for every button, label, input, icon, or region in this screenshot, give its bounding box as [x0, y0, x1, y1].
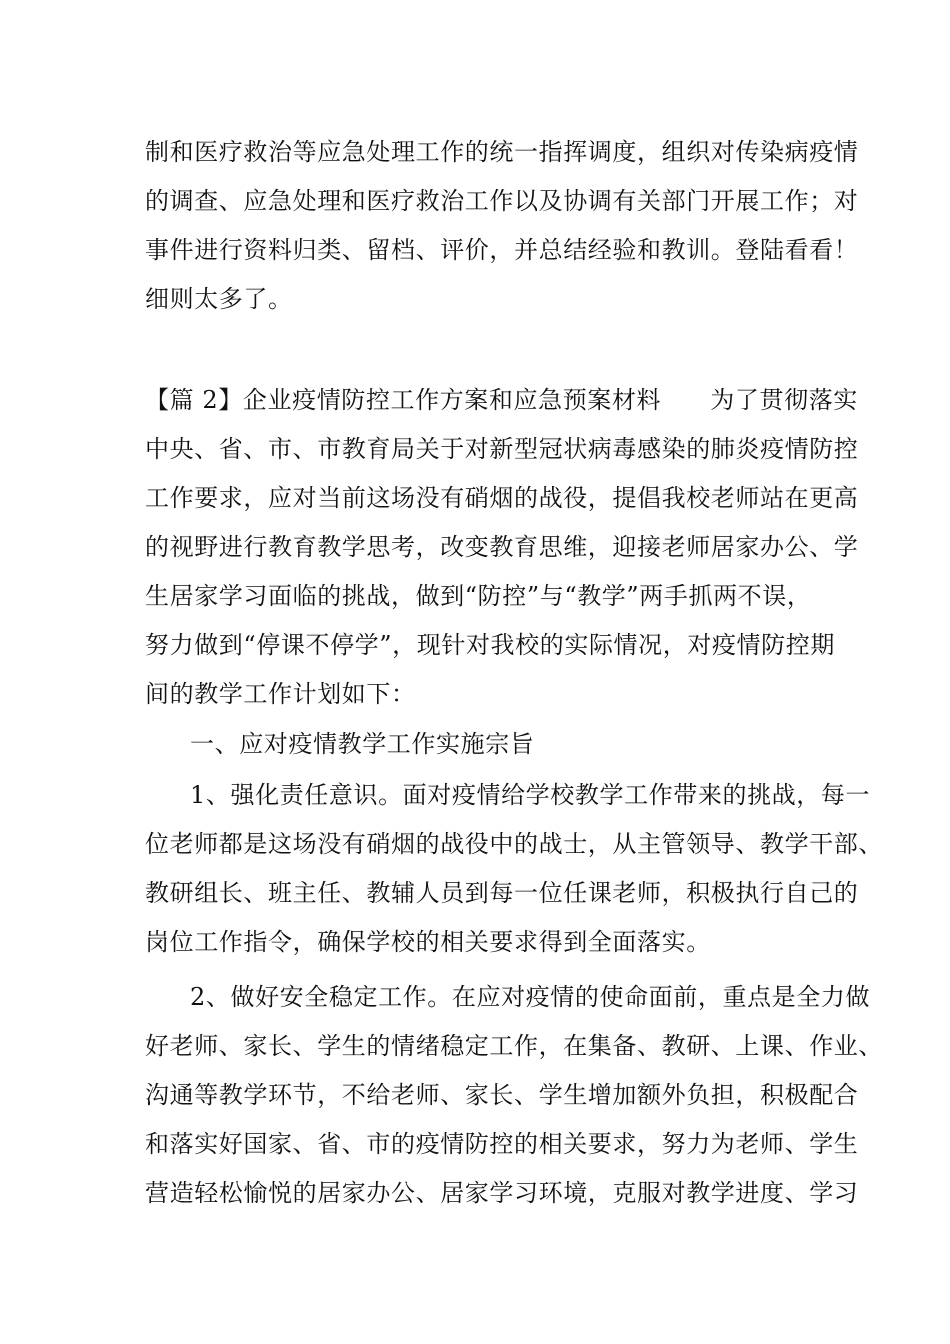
text-line: 生居家学习面临的挑战，做到“防控”与“教学”两手抓两不误， [145, 582, 812, 610]
section-heading-line: 【篇 2】企业疫情防控工作方案和应急预案材料 为了贯彻落实 [145, 386, 858, 414]
text-line: 位老师都是这场没有硝烟的战役中的战士，从主管领导、教学干部、 [145, 830, 883, 858]
text-line: 努力做到“停课不停学”，现针对我校的实际情况，对疫情防控期 [145, 631, 835, 659]
text-line: 中央、省、市、市教育局关于对新型冠状病毒感染的肺炎疫情防控 [145, 435, 859, 463]
text-line: 细则太多了。 [145, 285, 293, 313]
text-line: 制和医疗救治等应急处理工作的统一指挥调度，组织对传染病疫情 [145, 138, 859, 166]
text-line: 好老师、家长、学生的情绪稳定工作，在集备、教研、上课、作业、 [145, 1032, 883, 1060]
text-line: 的调查、应急处理和医疗救治工作以及协调有关部门开展工作；对 [145, 187, 859, 215]
text-line: 和落实好国家、省、市的疫情防控的相关要求，努力为老师、学生 [145, 1130, 859, 1158]
text-line: 岗位工作指令，确保学校的相关要求得到全面落实。 [145, 928, 711, 956]
text-line: 事件进行资料归类、留档、评价，并总结经验和教训。登陆看看！ [145, 236, 859, 264]
text-line: 的视野进行教育教学思考，改变教育思维，迎接老师居家办公、学 [145, 533, 859, 561]
text-line: 1、强化责任意识。面对疫情给学校教学工作带来的挑战，每一 [190, 781, 871, 809]
text-line: 2、做好安全稳定工作。在应对疫情的使命面前，重点是全力做 [190, 983, 871, 1011]
subheading-line: 一、应对疫情教学工作实施宗旨 [190, 730, 535, 758]
text-line: 营造轻松愉悦的居家办公、居家学习环境，克服对教学进度、学习 [145, 1179, 859, 1207]
text-line: 工作要求，应对当前这场没有硝烟的战役，提倡我校老师站在更高 [145, 484, 859, 512]
text-line: 教研组长、班主任、教辅人员到每一位任课老师，积极执行自己的 [145, 879, 859, 907]
text-line: 间的教学工作计划如下： [145, 680, 416, 708]
text-line: 沟通等教学环节，不给老师、家长、学生增加额外负担，积极配合 [145, 1081, 859, 1109]
